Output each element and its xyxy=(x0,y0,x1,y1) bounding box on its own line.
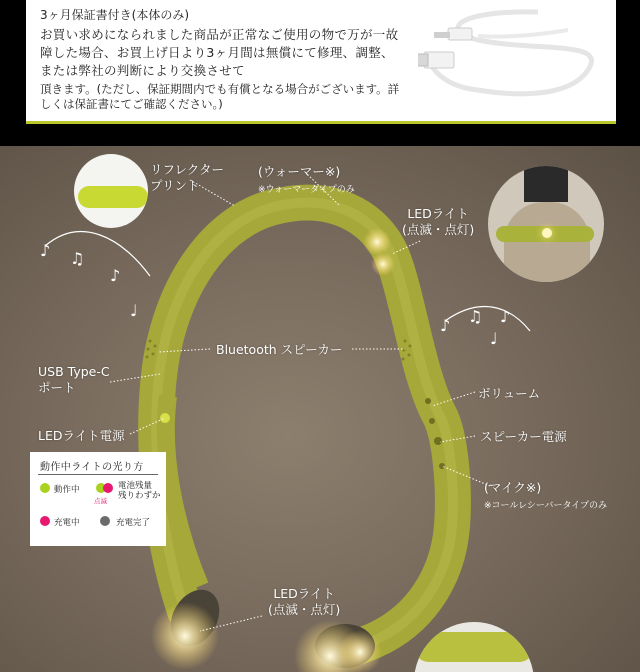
legend-label-charged: 充電完了 xyxy=(116,518,151,528)
light-status-legend xyxy=(30,452,166,546)
label-led-light-top: LEDライト (点滅・点灯) xyxy=(402,206,475,237)
label-reflector-print: リフレクター プリント xyxy=(150,162,225,193)
label-mic-note: ※コールレシーバータイプのみ xyxy=(484,501,608,511)
label-speaker-power: スピーカー電源 xyxy=(480,429,567,444)
legend-dot-active xyxy=(40,483,50,493)
svg-text:♫: ♫ xyxy=(70,249,85,268)
label-usb-port: USB Type-C ポート xyxy=(38,364,110,395)
svg-text:♪: ♪ xyxy=(500,307,511,326)
warranty-title: 3ヶ月保証書付き(本体のみ) xyxy=(40,8,189,22)
label-warmer-note: ※ウォーマータイプのみ xyxy=(258,185,355,195)
legend-title: 動作中ライトの光り方 xyxy=(40,462,144,473)
legend-dot-low-battery-red xyxy=(103,483,113,493)
legend-dot-charging xyxy=(40,516,50,526)
label-mic: (マイク※) xyxy=(484,480,542,495)
label-volume: ボリューム xyxy=(478,386,541,401)
legend-label-active: 動作中 xyxy=(54,485,80,495)
legend-dot-charged xyxy=(100,516,110,526)
led-light-mannequin-thumbnail xyxy=(488,166,604,282)
label-led-power: LEDライト電源 xyxy=(38,428,125,443)
label-bluetooth-speaker: Bluetooth スピーカー xyxy=(216,342,343,357)
warranty-panel xyxy=(26,0,616,124)
svg-text:♪: ♪ xyxy=(110,266,121,285)
label-warmer: (ウォーマー※) xyxy=(258,164,341,179)
product-diagram xyxy=(0,146,640,672)
legend-label-low-battery: 電池残量 残りわずか xyxy=(118,481,161,501)
reflector-print-thumbnail xyxy=(74,154,148,228)
usb-cable-image xyxy=(418,0,618,120)
svg-text:♩: ♩ xyxy=(490,329,498,348)
warranty-note: 頂きます。(ただし、保証期間内でも有償となる場合がございます。詳しくは保証書にてご確認ください。) xyxy=(40,82,400,111)
label-led-light-bottom: LEDライト (点滅・点灯) xyxy=(268,586,341,617)
svg-text:♪: ♪ xyxy=(40,241,51,260)
legend-divider xyxy=(38,474,158,475)
svg-text:♩: ♩ xyxy=(130,301,138,320)
legend-label-charging: 充電中 xyxy=(54,518,80,528)
warranty-body: お買い求めになられました商品が正常なご使用の物で万が一故障した場合、お買上げ日より3ヶ月間は無償にて修理、調整、または弊社の判断により交換させて xyxy=(40,27,399,78)
svg-text:♫: ♫ xyxy=(468,307,483,326)
legend-sub-blink: 点滅 xyxy=(94,497,107,505)
svg-text:♪: ♪ xyxy=(440,316,451,335)
